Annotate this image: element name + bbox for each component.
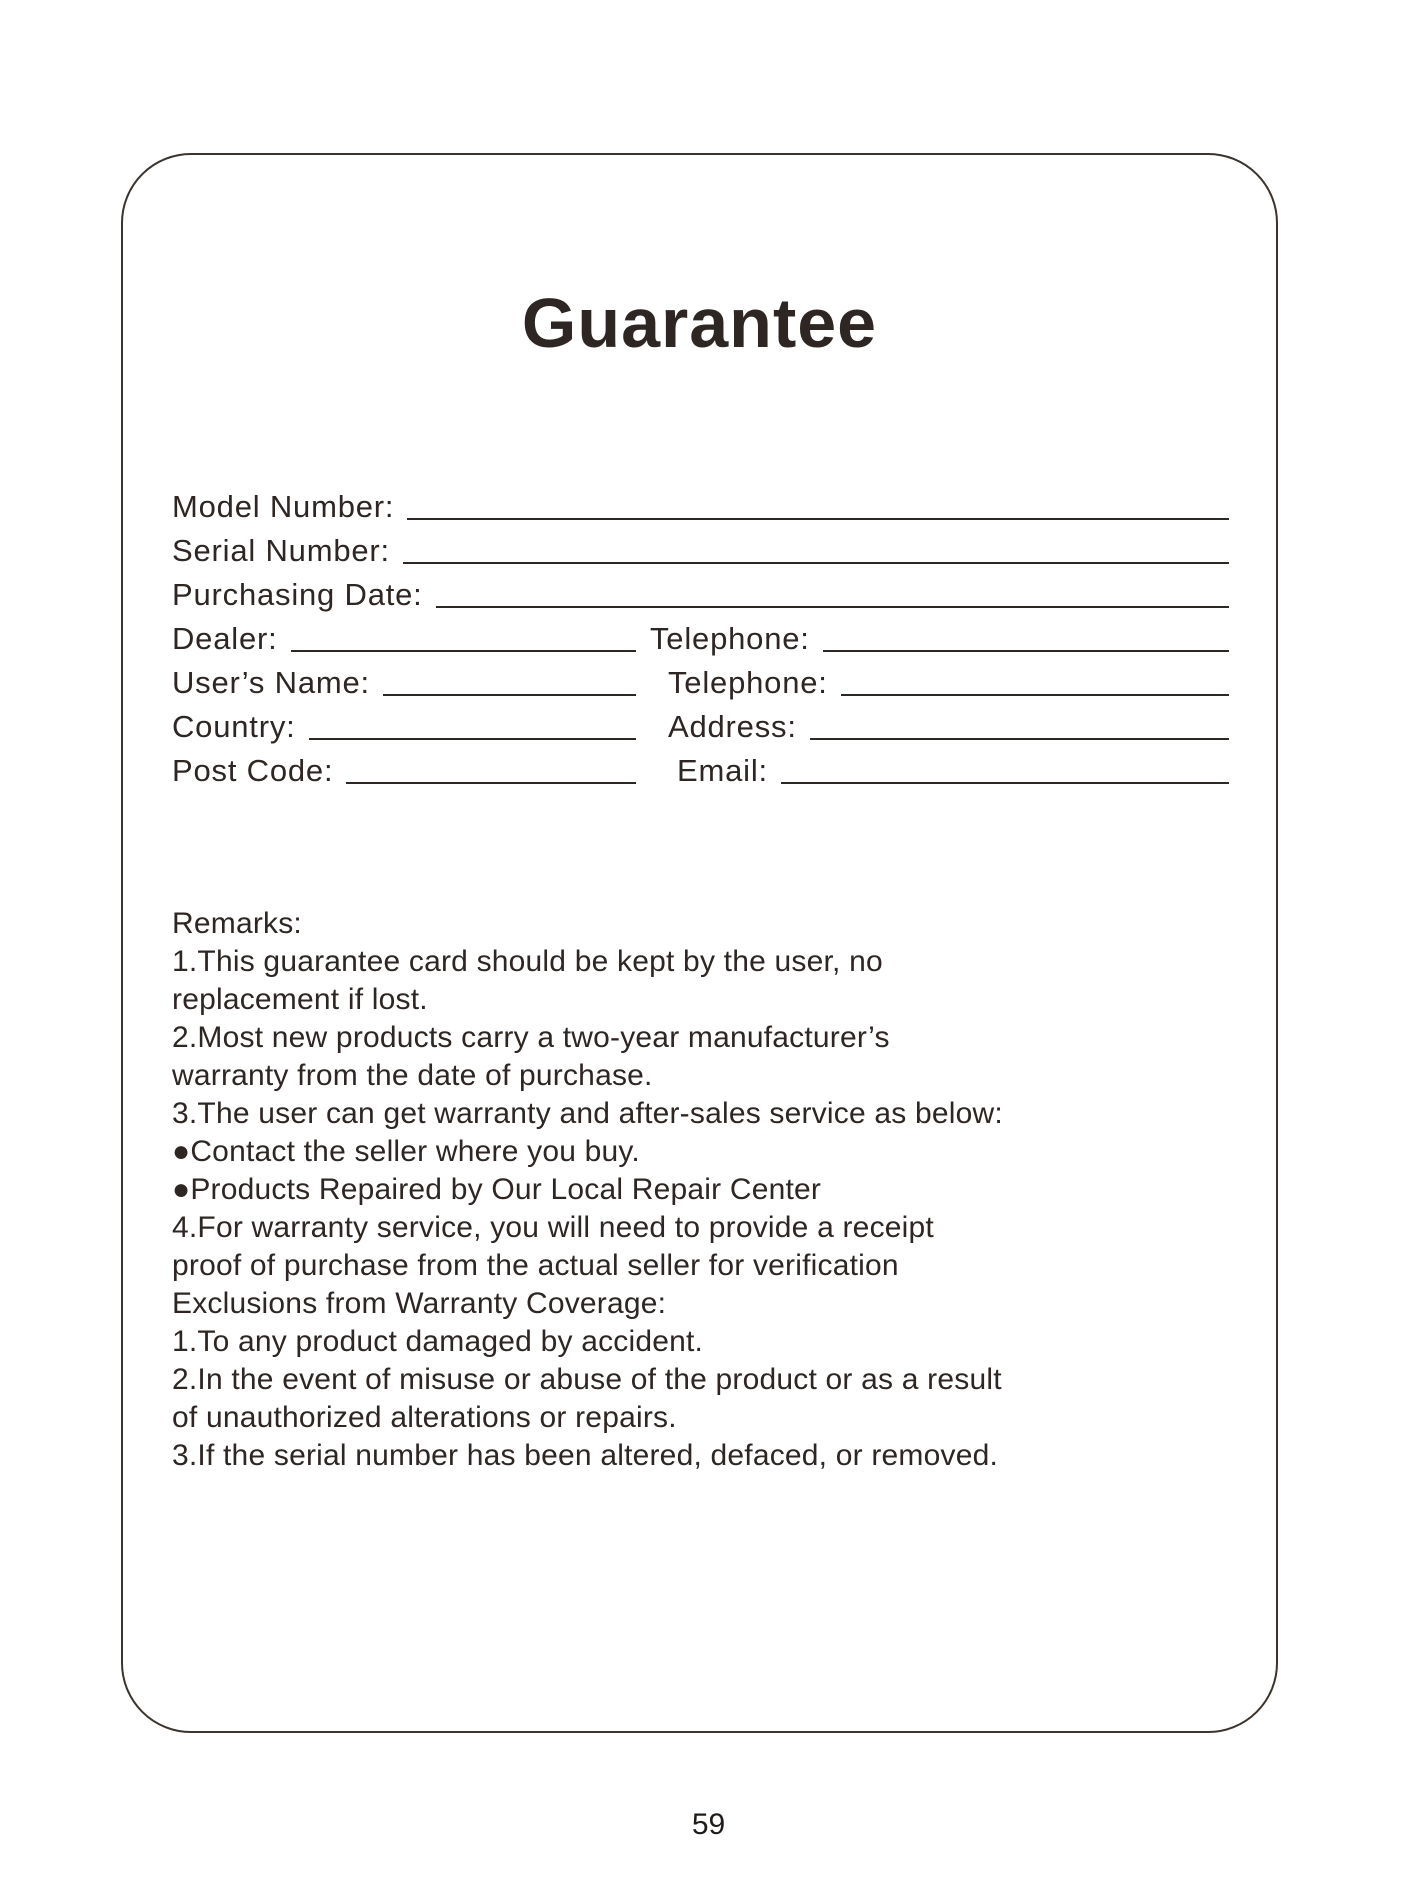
field-row-model-number	[172, 487, 1229, 531]
field-row-dealer-telephone	[172, 619, 1229, 663]
purchasing-date-blank-line	[436, 606, 1229, 608]
email-blank-line	[781, 782, 1229, 784]
post-code-label: Post Code:	[172, 753, 334, 788]
remark-2-line-2: warranty from the date of purchase.	[172, 1059, 653, 1092]
model-number-blank-line	[407, 518, 1229, 520]
page-title: Guarantee	[521, 284, 878, 362]
remark-bullet-2: ●Products Repaired by Our Local Repair Center	[172, 1173, 822, 1206]
country-label: Country:	[172, 709, 296, 744]
remark-2-line-1: 2.Most new products carry a two-year manufacturer’s	[172, 1021, 890, 1054]
field-row-country-address	[172, 707, 1229, 751]
address-blank-line	[810, 738, 1229, 740]
address-label: Address:	[668, 709, 797, 744]
field-row-purchasing-date	[172, 575, 1229, 619]
telephone2-blank-line	[841, 694, 1229, 696]
model-number-label: Model Number:	[172, 489, 395, 524]
remark-3: 3.The user can get warranty and after-sales service as below:	[172, 1097, 1003, 1130]
dealer-blank-line	[291, 650, 636, 652]
remark-4-line-1: 4.For warranty service, you will need to provide a receipt	[172, 1211, 934, 1244]
telephone-label: Telephone:	[650, 621, 810, 656]
serial-number-blank-line	[403, 562, 1229, 564]
remarks-section	[172, 905, 1234, 1475]
users-name-label: User’s Name:	[172, 665, 370, 700]
purchasing-date-label: Purchasing Date:	[172, 577, 423, 612]
field-row-serial-number	[172, 531, 1229, 575]
page-number: 59	[691, 1808, 726, 1841]
dealer-label: Dealer:	[172, 621, 278, 656]
telephone2-label: Telephone:	[668, 665, 828, 700]
remark-4-line-2: proof of purchase from the actual seller for verification	[172, 1249, 899, 1282]
guarantee-card	[121, 153, 1278, 1733]
email-label: Email:	[677, 753, 768, 788]
users-name-blank-line	[383, 694, 636, 696]
post-code-blank-line	[346, 782, 636, 784]
exclusions-heading: Exclusions from Warranty Coverage:	[172, 1287, 667, 1320]
remarks-heading: Remarks:	[172, 907, 302, 940]
exclusion-1: 1.To any product damaged by accident.	[172, 1325, 704, 1358]
telephone-blank-line	[823, 650, 1229, 652]
exclusion-3: 3.If the serial number has been altered, defaced, or removed.	[172, 1439, 999, 1472]
remark-1-line-1: 1.This guarantee card should be kept by the user, no	[172, 945, 883, 978]
serial-number-label: Serial Number:	[172, 533, 390, 568]
guarantee-form	[172, 487, 1229, 795]
remark-1-line-2: replacement if lost.	[172, 983, 428, 1016]
exclusion-2-line-1: 2.In the event of misuse or abuse of the product or as a result	[172, 1363, 1002, 1396]
remark-bullet-1: ●Contact the seller where you buy.	[172, 1135, 640, 1168]
country-blank-line	[309, 738, 636, 740]
field-row-users-name-telephone	[172, 663, 1229, 707]
exclusion-2-line-2: of unauthorized alterations or repairs.	[172, 1401, 677, 1434]
field-row-postcode-email	[172, 751, 1229, 795]
